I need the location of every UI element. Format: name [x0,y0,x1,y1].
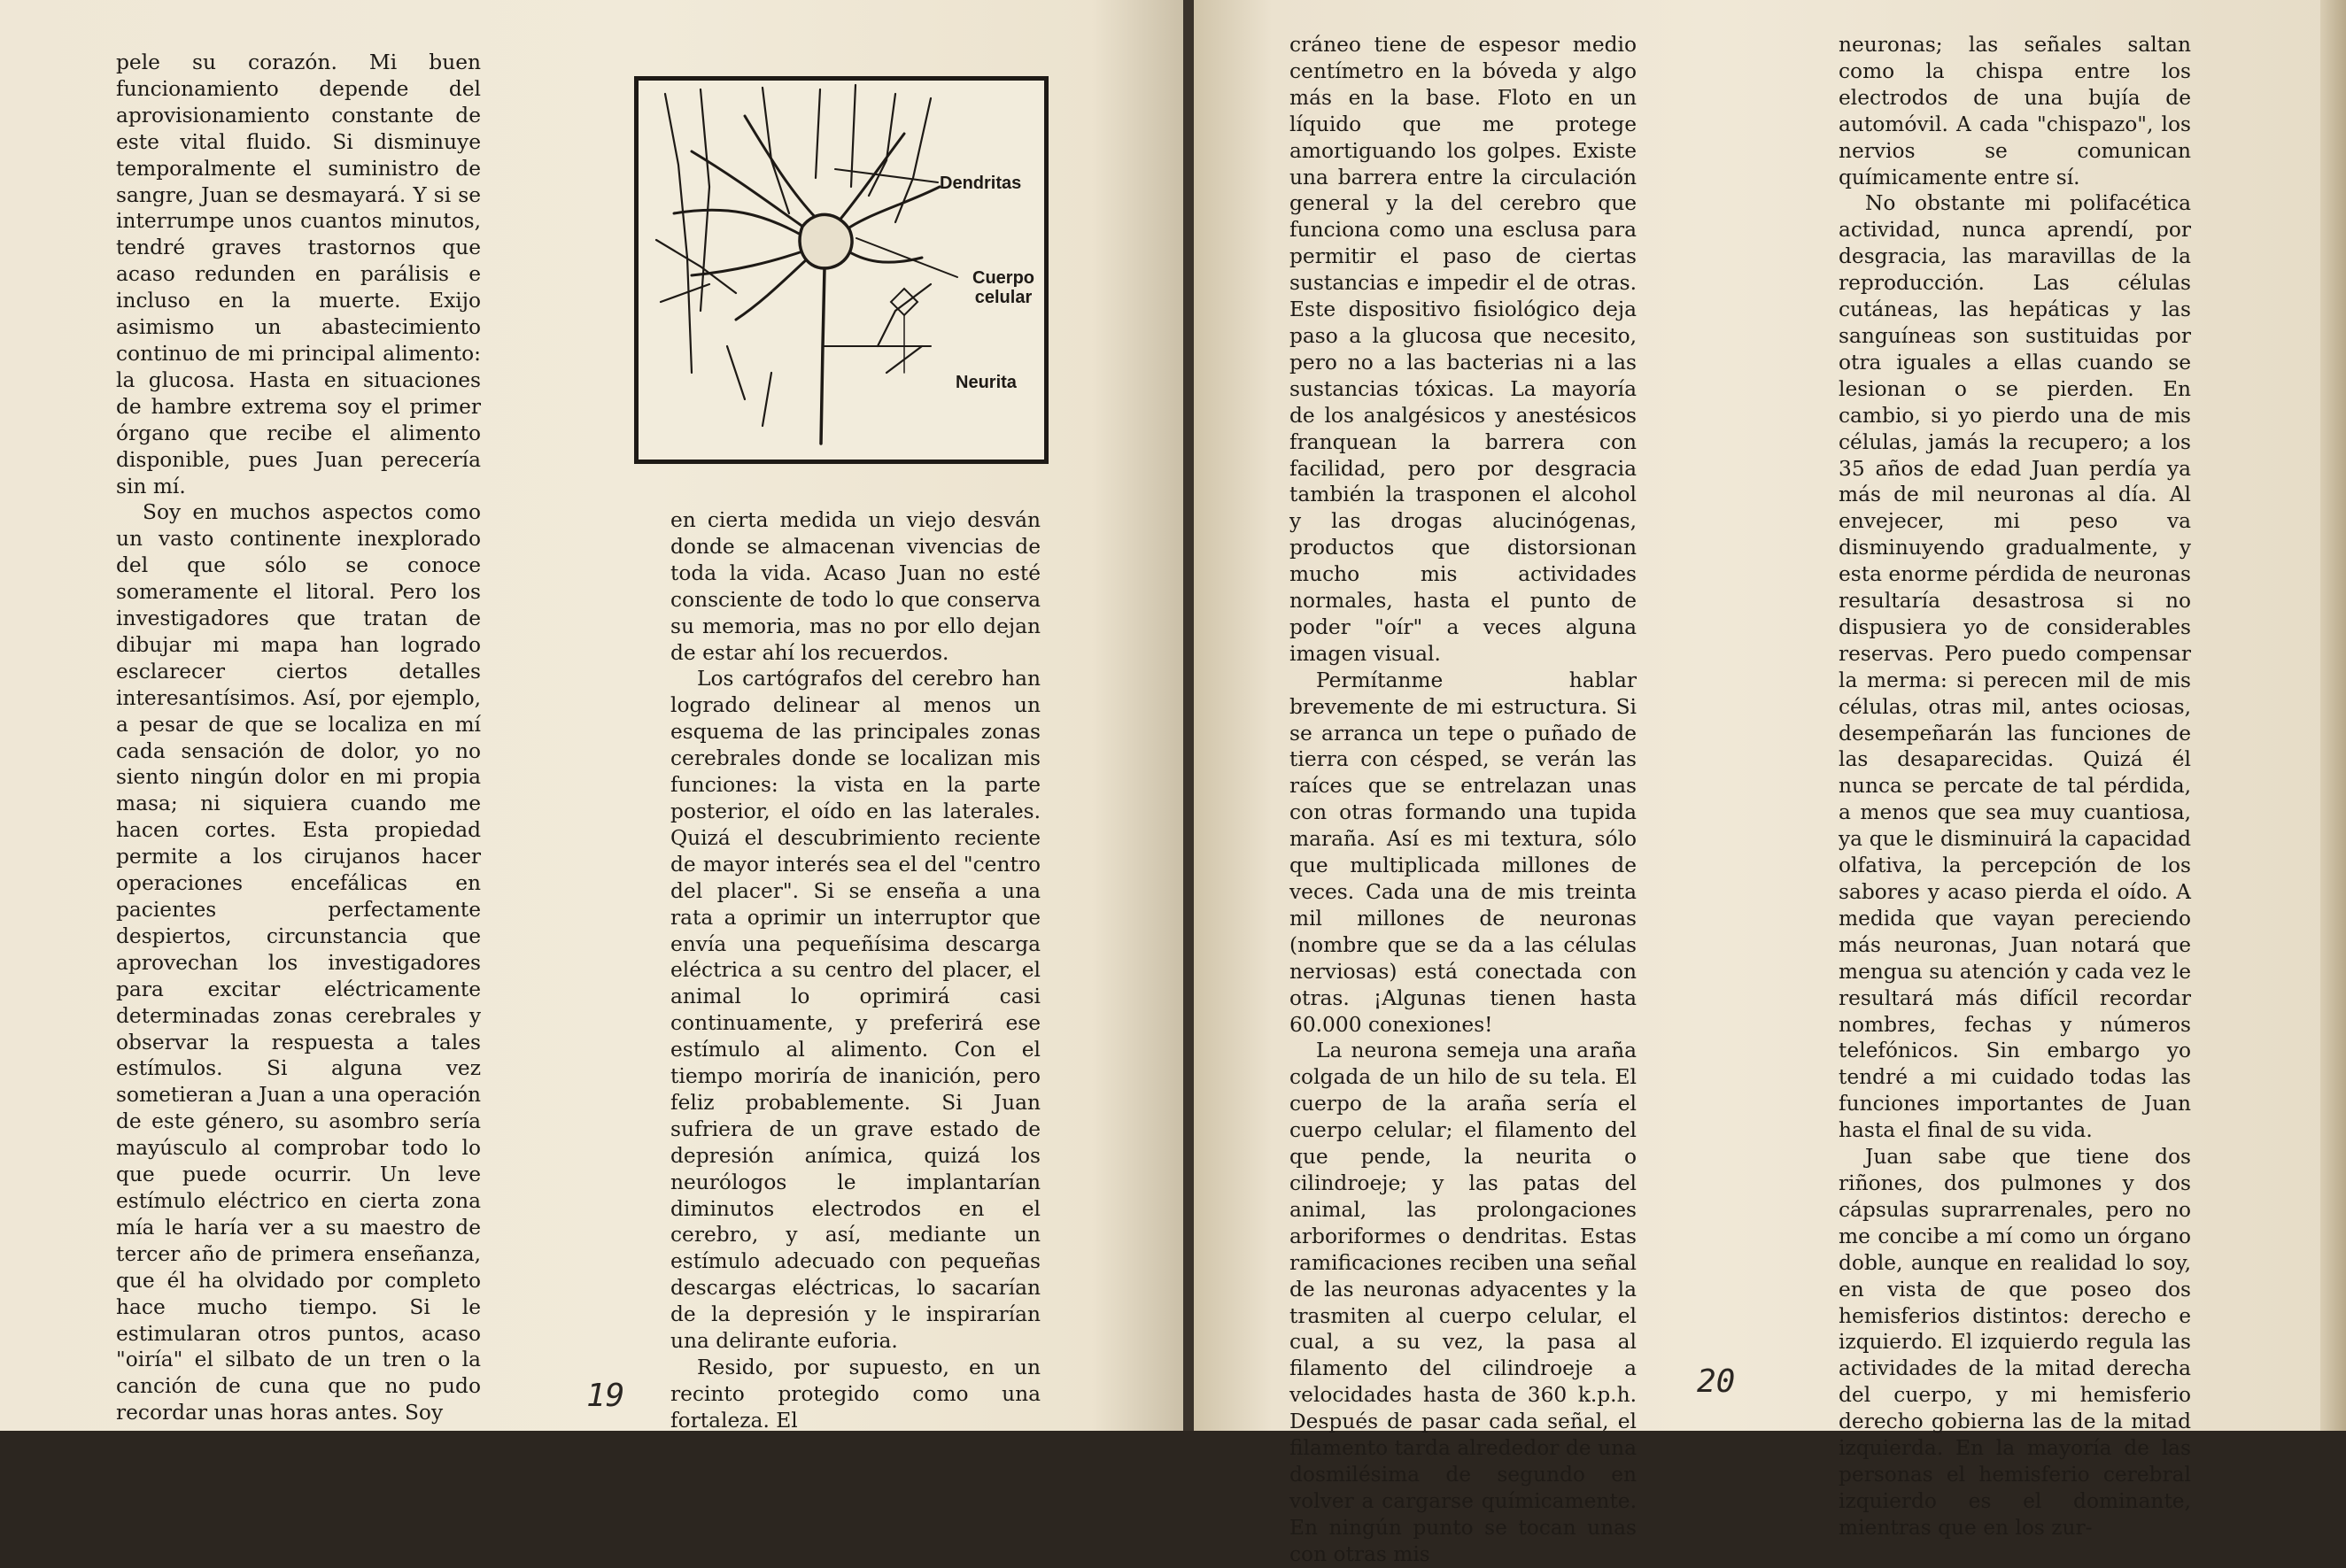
label-cuerpo-celular: Cuerpo celular [972,268,1034,307]
paragraph: cráneo tiene de espesor medio centímetro en la bóveda y algo más en la base. Floto en un líquido que me protege amortiguando los golpes. Existe una barrera entre la circulación general y la del cerebro que funciona como una esclusa para permitir el paso de ciertas sustancias e impedir el de otras. Este dispositivo fisiológico deja paso a la glucosa que necesito, pero no a las bacterias ni a las sustancias tóxicas. La mayoría de los analgésicos y anestésicos franquean la barrera con facilidad, pero por desgracia también la trasponen el alcohol y las drogas alucinógenas, productos que distorsionan mucho mis actividades normales, hasta el punto de poder "oír" a veces alguna imagen visual. [1289,33,1637,666]
paragraph: neuronas; las señales saltan como la chispa entre los electrodos de una bujía de automóvil. A cada "chispazo", los nervios se comunican químicamente entre sí. [1839,33,2191,189]
paragraph: Juan sabe que tiene dos riñones, dos pulmones y dos cápsulas suprarrenales, pero no me concibe a mí como un órgano doble, aunque en realidad lo soy, en vista de que poseo dos hemisferios distintos: derecho e izquierdo. El izquierdo regula las actividades de la mitad derecha del cuerpo, y mi hemisferio derecho gobierna las de la mitad izquierda. En la mayoría de las personas el hemisferio cerebral izquierdo es el dominante, mientras que en los zur- [1839,1145,2191,1540]
paragraph: Resido, por supuesto, en un recinto protegido como una fortaleza. El [670,1356,1041,1433]
label-dendritas: Dendritas [940,174,1022,193]
book-spine [1183,0,1194,1431]
left-column-text [116,50,481,1426]
paragraph: Soy en muchos aspectos como un vasto continente inexplorado del que sólo se conoce someramente el litoral. Pero los investigadores que tratan de dibujar mi mapa han logrado esclarecer ciertos detalles interesantísimos. Así, por ejemplo, a pesar de que se localiza en mí cada sensación de dolor, yo no siento ningún dolor en mi propia masa; ni siquiera cuando me hacen cortes. Esta propiedad permite a los cirujanos hacer operaciones encefálicas en pacientes perfectamente despiertos, circunstancia que aprovechan los investigadores para excitar eléctricamente determinadas zonas cerebrales y observar la respuesta a tales estímulos. Si alguna vez sometieran a Juan a una operación de este género, su asombro sería mayúsculo al comprobar todo lo que puede ocurrir. Un leve estímulo eléctrico en cierta zona mía le haría ver a su maestro de tercer año de primera enseñanza, que él ha olvidado por completo hace mucho tiempo. Si le estimularan otros puntos, acaso "oiría" el silbato de un tren o la canción de cuna que no pudo recordar unas horas antes. Soy [116,500,481,1425]
paragraph: La neurona semeja una araña colgada de un hilo de su tela. El cuerpo de la araña sería el cuerpo celular; el filamento del que pende, la neurita o cilindroeje; y las patas del animal, las prolongaciones arboriformes o dendritas. Estas ramificaciones reciben una señal de las neuronas adyacentes y la trasmiten al cuerpo celular, el cual, a su vez, la pasa al filamento del cilindroeje a velocidades hasta de 360 k.p.h. Después de pasar cada señal, el filamento tarda alrededor de una dosmilésima de segundo en volver a cargarse químicamente. En ningún punto se tocan unas con otras mis [1289,1039,1637,1566]
label-neurita: Neurita [956,373,1017,392]
page-edge [2320,0,2346,1431]
paragraph: No obstante mi polifacética actividad, nunca aprendí, por desgracia, las maravillas de la reproducción. Las células cutáneas, las hepáticas y las sanguíneas son sustituidas por otra iguales a ellas cuando se lesionan o se pierden. En cambio, si yo pierdo una de mis células, jamás la recupero; a los 35 años de edad Juan perdía ya más de mil neuronas al día. Al envejecer, mi peso va disminuyendo gradualmente, y esta enorme pérdida de neuronas resultaría desastrosa si no dispusiera yo de considerables reservas. Pero puedo compensar la merma: si perecen mil de mis células, otras mil, antes ociosas, desempeñarán las funciones de las desaparecidas. Quizá él nunca se percate de tal pérdida, a menos que sea muy cuantiosa, ya que le disminuirá la capacidad olfativa, la percepción de los sabores y acaso pierda el oído. A medida que vayan pereciendo más neuronas, Juan notará que mengua su atención y cada vez le resultará más difícil recordar nombres, fechas y números telefónicos. Sin embargo yo tendré a mi cuidado todas las funciones importantes de Juan hasta el final de su vida. [1839,191,2191,1143]
page-number-right: 20 [1697,1363,1736,1400]
left-second-column-text [670,507,1041,1434]
paragraph: pele su corazón. Mi buen funcionamiento depende del aprovisionamiento constante de este vital fluido. Si disminuye temporalmente el suministro de sangre, Juan se desmayará. Y si se interrumpe unos cuantos minutos, tendré graves trastornos que acaso redunden en parálisis e incluso en la muerte. Exijo asimismo un abastecimiento continuo de mi principal alimento: la glucosa. Hasta en situaciones de hambre extrema soy el primer órgano que recibe el alimento disponible, pues Juan perecería sin mí. [116,50,481,498]
page-number-left: 19 [586,1378,625,1414]
paragraph: en cierta medida un viejo desván donde se almacenan vivencias de toda la vida. Acaso Juan no esté consciente de todo lo que conserva su memoria, mas no por ello dejan de estar ahí los recuerdos. [670,508,1041,665]
neuron-illustration [634,76,1049,464]
paragraph: Los cartógrafos del cerebro han logrado delinear al menos un esquema de las principales zonas cerebrales donde se localizan mis funciones: la vista en la parte posterior, el oído en las laterales. Quizá el descubrimiento reciente de mayor interés sea el del "centro del placer". Si se enseña a una rata a oprimir un interruptor que envía una pequeñísima descarga eléctrica a su centro del placer, el animal lo oprimirá casi continuamente, y preferirá ese estímulo al alimento. Con el tiempo moriría de inanición, pero feliz probablemente. Si Juan sufriera de un grave estado de depresión anímica, quizá los neurólogos le implantarían diminutos electrodos en el cerebro, y así, mediante un estímulo adecuado con pequeñas descargas eléctricas, lo sacarían de la depresión y le inspirarían una delirante euforia. [670,667,1041,1354]
right-first-column-text [1289,32,1637,1568]
paragraph: Permítanme hablar brevemente de mi estructura. Si se arranca un tepe o puñado de tierra con césped, se verán las raíces que se entrelazan unas con otras formando una tupida maraña. Así es mi textura, sólo que multiplicada millones de veces. Cada una de mis treinta mil millones de neuronas (nombre que se da a las células nerviosas) está conectada con otras. ¡Algunas tienen hasta 60.000 conexiones! [1289,668,1637,1037]
right-second-column-text [1839,32,2191,1541]
